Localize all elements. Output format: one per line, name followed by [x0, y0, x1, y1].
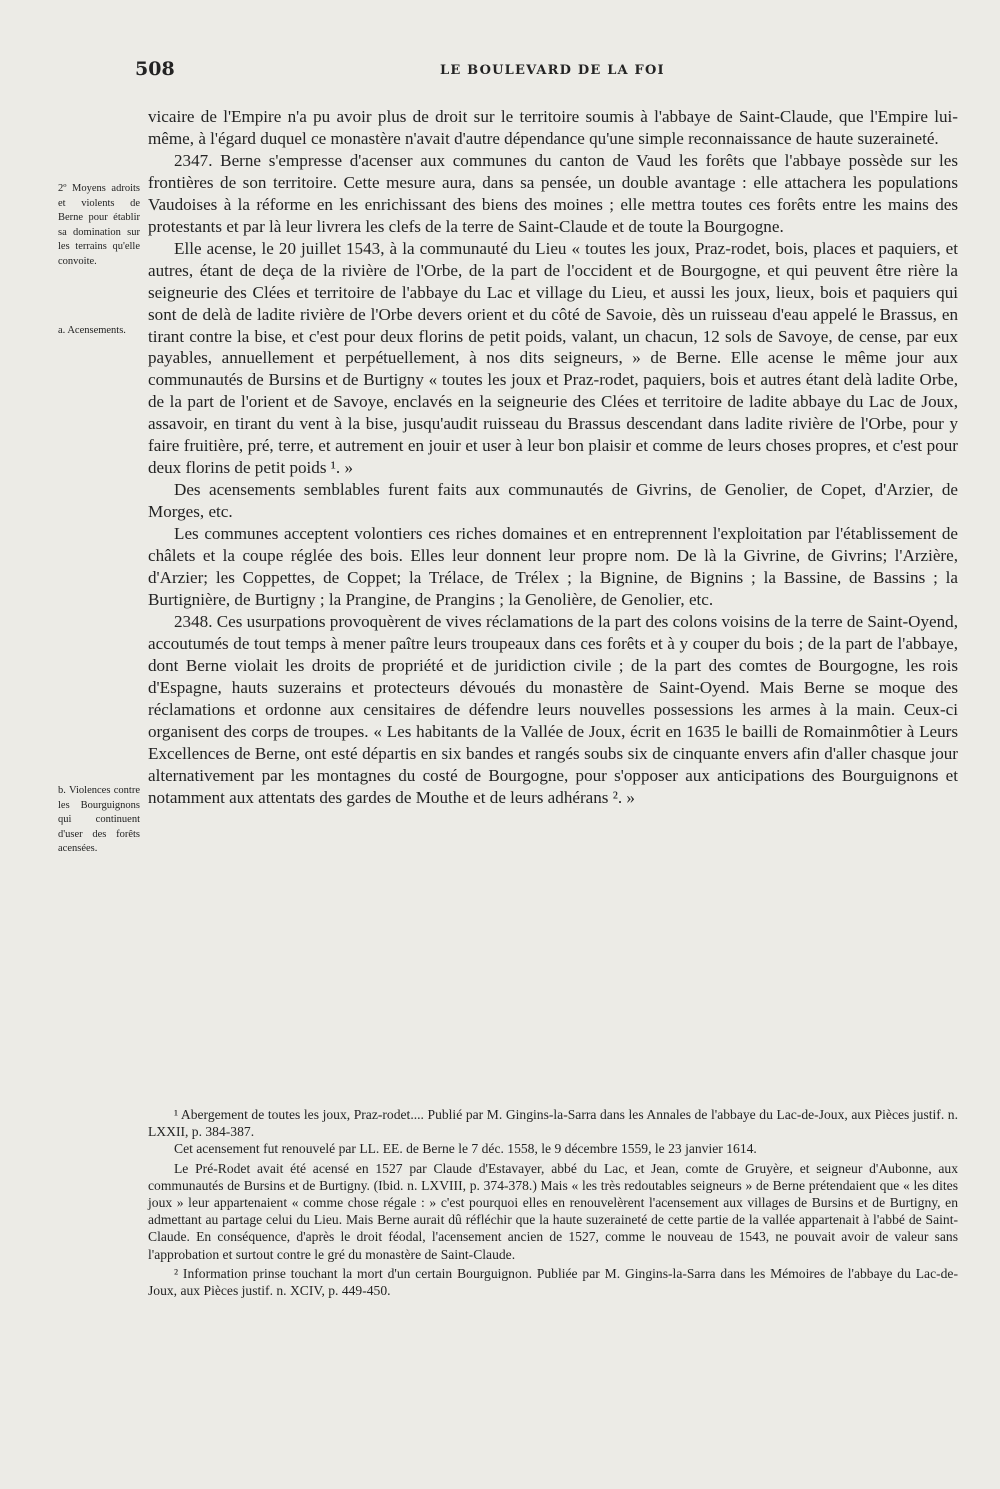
main-text — [148, 106, 958, 809]
paragraph: Les communes acceptent volontiers ces riches domaines et en entreprennent l'exploitation par l'établissement de châlets et la coupe réglée des bois. Elles leur donnent leur propre nom. De là la Givrine, de Givrins; l'Arzière, d'Arzier; les Coppettes, de Coppet; la Trélace, de Trélex ; la Bignine, de Bignins ; la Bassine, de Bassins ; la Burtignière, de Burtigny ; la Prangine, de Prangins ; la Genolière, de Genolier, etc. — [148, 524, 958, 609]
running-title: LE BOULEVARD DE LA FOI — [440, 63, 665, 78]
footnotes — [148, 1106, 958, 1299]
margin-note-moyens: 2º Moyens adroits et violents de Berne pour établir sa domination sur les terrains qu'elle convoite. — [58, 183, 140, 267]
margin-note-acensements: a. Acensements. — [58, 325, 126, 336]
paragraph: Elle acense, le 20 juillet 1543, à la communauté du Lieu « toutes les joux, Praz-rodet, bois, places et paquiers, et autres, étant de deça de la rivière de l'Orbe, de la part de l'occident et de Bourgogne, et qui peuvent être rière la seigneurie des Clées et territoire de l'abbaye du Lac et village du Lieu, et aussi les joux, lieux, bois et paquiers qui sont de delà de ladite rivière de l'Orbe devers orient et du côté de Savoie, dès un ruisseau d'eau appelé le Brassus, en tirant contre la bise, et c'est pour deux florins de petit poids, valant, un chacun, 12 sols de Savoye, de cense, par eux payables, annuellement et perpétuellement, à nos dits seigneurs, » de Berne. Elle acense le même jour aux communautés de Bursins et de Burtigny « toutes les joux et Praz-rodet, paquiers, bois et autres étant delà ladite Orbe, de la part de l'orient et de Savoye, enclavés en la seigneurie des Clées et territoire de ladite abbaye du Lac de Joux, assavoir, en tirant du vent à la bise, jusqu'audit ruisseau du Brassus descendant dans ladite rivière de l'Orbe, pour y faire fruitière, pré, terre, et autrement en jouir et user à leur bon plaisir et comme de leurs choses propres, et c'est pour deux florins de petit poids ¹. » — [148, 238, 958, 478]
paragraph: Des acensements semblables furent faits aux communautés de Givrins, de Genolier, de Copet, d'Arzier, de Morges, etc. — [148, 480, 958, 522]
paragraph: vicaire de l'Empire n'a pu avoir plus de droit sur le territoire soumis à l'abbaye de Saint-Claude, que l'Empire lui-même, à l'égard duquel ce monastère n'avait d'autre dépendance qu'une simple reconnaissance de haute suzeraineté. — [148, 107, 958, 148]
paragraph: 2347. Berne s'empresse d'acenser aux communes du canton de Vaud les forêts que l'abbaye possède sur les frontières de son territoire. Cette mesure aura, dans sa pensée, un double avantage : elle attachera les populations Vaudoises à la réforme en les enrichissant des biens des moines ; elle mettra toutes ces forêts entre les mains des protestants et par là leur livrera les clefs de la terre de Saint-Claude et de toute la Bourgogne. — [148, 150, 958, 236]
footnote: ² Information prinse touchant la mort d'un certain Bourguignon. Publiée par M. Gingins-la-Sarra dans les Mémoires de l'abbaye du Lac-de-Joux, aux Pièces justif. n. XCIV, p. 449-450. — [148, 1265, 958, 1299]
page-number: 508 — [135, 58, 175, 80]
page-header — [135, 58, 960, 84]
footnote: Le Pré-Rodet avait été acensé en 1527 par Claude d'Estavayer, abbé du Lac, et Jean, comte de Gruyère, et seigneur d'Aubonne, aux communautés de Bursins et de Burtigny. (Ibid. n. LXVIII, p. 374-378.) Mais « les très redoutables seigneurs » de Berne prétendaient que « les dites joux » leur appartenaient « comme chose régale : » c'est pourquoi elles en renouvelèrent l'acensement aux villages de Bursins et de Burtigny, en admettant au partage celui du Lieu. Mais Berne aurait dû réfléchir que la haute suzeraineté de cette partie de la vallée appartenait à l'abbé de Saint-Claude. En conséquence, d'après le droit féodal, l'acensement ancien de 1527, comme le nouveau de 1543, ne pouvait avoir de valeur sans l'approbation et surtout contre le gré du monastère de Saint-Claude. — [148, 1160, 958, 1262]
margin-note-violences: b. Violences contre les Bourguignons qui continuent d'user des forêts acensées. — [58, 785, 140, 855]
footnote: Cet acensement fut renouvelé par LL. EE. de Berne le 7 déc. 1558, le 9 décembre 1559, le 23 janvier 1614. — [174, 1141, 757, 1157]
paragraph: 2348. Ces usurpations provoquèrent de vives réclamations de la part des colons voisins de la terre de Saint-Oyend, accoutumés de tout temps à mener paître leurs troupeaux dans ces forêts et à y couper du bois ; de la part de l'abbaye, dont Berne violait les droits de propriété et de juridiction civile ; de la part des comtes de Bourgogne, les rois d'Espagne, hauts suzerains et protecteurs dévoués du monastère de Saint-Oyend. Mais Berne se moque des réclamations et ordonne aux censitaires de défendre leurs nouvelles possessions les armes à la main. Ceux-ci organisent des corps de troupes. « Les habitants de la Vallée de Joux, écrit en 1635 le bailli de Romainmôtier à Leurs Excellences de Berne, ont esté départis en six bandes et rangés soubs six de cinquante envers afin d'aller chasque jour alternativement par les montagnes du costé de Bourgogne, pour s'opposer aux anticipations des Bourguignons et notamment aux attentats des gardes de Mouthe et de leurs adhérans ². » — [148, 611, 958, 807]
footnote: ¹ Abergement de toutes les joux, Praz-rodet.... Publié par M. Gingins-la-Sarra dans les Annales de l'abbaye du Lac-de-Joux, aux Pièces justif. n. LXXII, p. 384-387. — [148, 1107, 958, 1140]
